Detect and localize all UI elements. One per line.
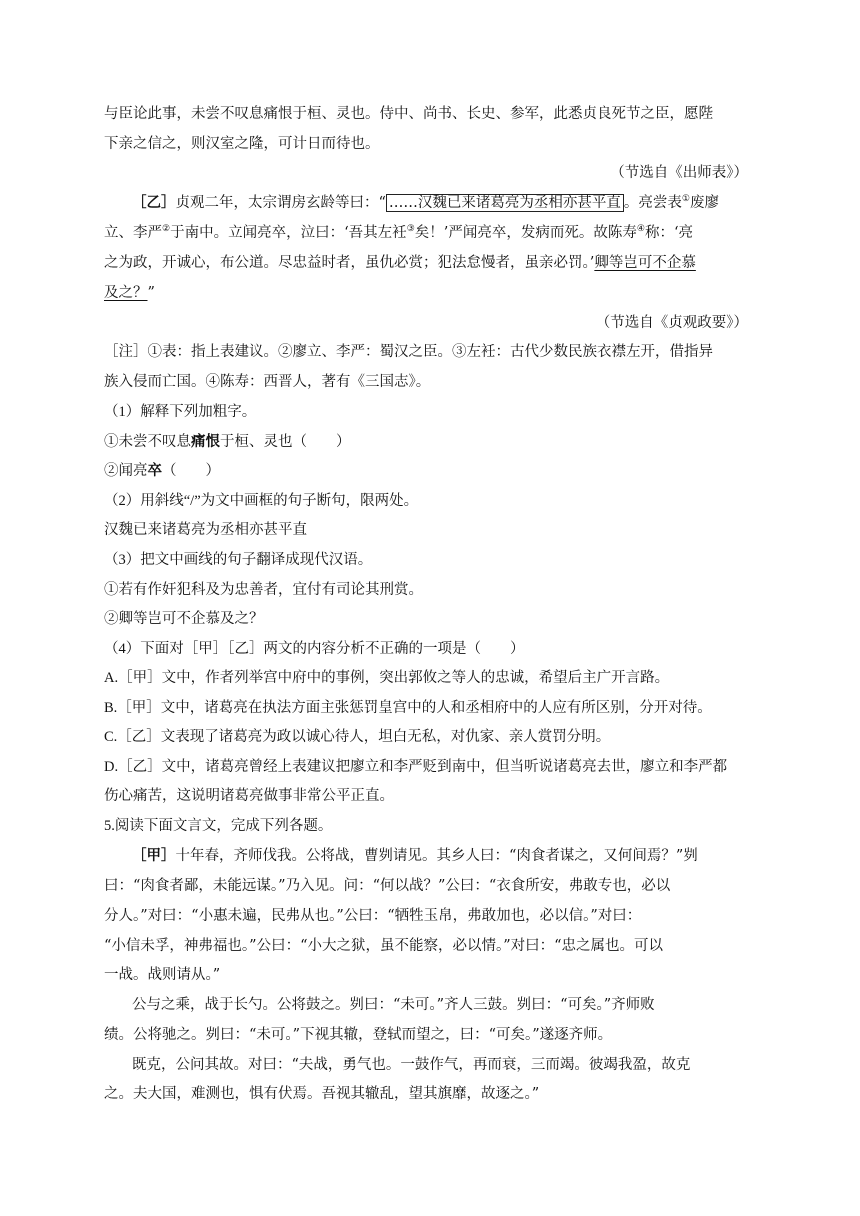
- footnote-marker-3: ③: [406, 224, 415, 234]
- question-text: （ ）: [162, 463, 220, 479]
- footnote-marker-2: ②: [162, 224, 171, 234]
- option-a: A.［甲］文中，作者列举宫中府中的事例，突出郭攸之等人的忠诚，希望后主广开言路。: [104, 670, 670, 686]
- question-4: （4）下面对［甲］［乙］两文的内容分析不正确的一项是（ ）: [104, 641, 525, 657]
- q5-para-1-line-4: “小信未孚，神弗福也。”公曰：“小大之狱，虽不能察，必以情。”对曰：“忠之属也。可以: [104, 938, 664, 954]
- bold-word: 痛恨: [191, 434, 220, 450]
- question-3: （3）把文中画线的句子翻译成现代汉语。: [104, 552, 373, 568]
- underlined-sentence-part-1: 卿等岂可不企慕: [594, 255, 696, 271]
- footnote-marker-4: ④: [636, 224, 645, 234]
- passage-a-line-1: 与臣论此事，未尝不叹息痛恨于桓、灵也。侍中、尚书、长史、参军，此悉贞良死节之臣，愿陛: [104, 106, 713, 122]
- q5-para-1-line-5: 一战。战则请从。”: [104, 967, 221, 983]
- passage-b-text: 立、李严: [104, 225, 162, 241]
- passage-b-text: 之为政，开诚心，布公道。尽忠益时者，虽仇必赏；犯法怠慢者，虽亲必罚。’: [104, 255, 595, 271]
- question-text: ②闻亮: [104, 463, 148, 479]
- passage-b-text: 矣！’严闻亮卒，发病而死。故陈寿: [414, 225, 637, 241]
- q5-para-2-line-2: 绩。公将驰之。刿曰：“未可。”下视其辙，登轼而望之，曰：“可矣。”遂逐齐师。: [104, 1027, 613, 1043]
- q5-para-3-line-2: 之。夫大国，难测也，惧有伏焉。吾视其辙乱，望其旗靡，故逐之。”: [104, 1086, 540, 1102]
- q5-para-1-line-1: [132, 846, 792, 866]
- question-3-item-b: ②卿等岂可不企慕及之？: [104, 611, 264, 627]
- passage-b-line-2: [104, 223, 764, 243]
- option-d-line-1: D.［乙］文中，诸葛亮曾经上表建议把廖立和李严贬到南中，但当听说诸葛亮去世，廖立和李严都: [104, 759, 728, 775]
- option-b: B.［甲］文中，诸葛亮在执法方面主张惩罚皇宫中的人和丞相府中的人应有所区别，分开对待。: [104, 700, 712, 716]
- passage-b-line1-end: 废廖: [690, 195, 719, 211]
- passage-b-text: 称：‘亮: [644, 225, 694, 241]
- notes-line-2: 族入侵而亡国。④陈寿：西晋人，著有《三国志》。: [104, 374, 431, 390]
- underlined-sentence-part-2: 及之？: [104, 285, 148, 301]
- passage-b-label: ［乙］: [132, 194, 176, 211]
- passage-b-line-3: [104, 253, 764, 273]
- passage-a-line-2: 下亲之信之，则汉室之隆，可计日而待也。: [104, 136, 380, 152]
- question-5-heading: 5.阅读下面文言文，完成下列各题。: [104, 818, 333, 834]
- passage-b-text: ”: [147, 285, 155, 301]
- bold-word: 卒: [147, 463, 162, 479]
- option-c: C.［乙］文表现了诸葛亮为政以诚心待人，坦白无私，对仇家、亲人赏罚分明。: [104, 729, 611, 745]
- passage-b-line-4: [104, 283, 764, 303]
- notes-line-1: ［注］①表：指上表建议。②廖立、李严：蜀汉之臣。③左衽：古代少数民族衣襟左开，借指异: [104, 344, 713, 360]
- q5-para-3-line-1: 既克，公问其故。对曰：“夫战，勇气也。一鼓作气，再而衰，三而竭。彼竭我盈，故克: [132, 1057, 691, 1073]
- question-1-item-b: [104, 461, 764, 481]
- passage-a-source: （节选自《出师表》）: [610, 165, 748, 181]
- q5-para-2-line-1: 公与之乘，战于长勺。公将鼓之。刿曰：“未可。”齐人三鼓。刿曰：“可矣。”齐师败: [132, 997, 655, 1013]
- question-3-item-a: ①若有作奸犯科及为忠善者，宜付有司论其刑赏。: [104, 582, 423, 598]
- passage-b-line-1: [132, 193, 792, 213]
- passage-b-text: 于南中。立闻亮卒，泣曰：‘吾其左衽: [170, 225, 407, 241]
- passage-jia-label: ［甲］: [132, 847, 176, 864]
- q5-para-1-line-2: 曰：“肉食者鄙，未能远谋。”乃入见。问：“何以战？”公曰：“衣食所安，弗敢专也，必以: [104, 878, 671, 894]
- question-2: （2）用斜线“/”为文中画框的句子断句，限两处。: [104, 493, 419, 509]
- passage-text: 十年春，齐师伐我。公将战，曹刿请见。其乡人曰：“肉食者谋之，又何间焉？”刿: [175, 848, 698, 864]
- q5-para-1-line-3: 分人。”对曰：“小惠未遍，民弗从也。”公曰：“牺牲玉帛，弗敢加也，必以信。”对曰：: [104, 908, 642, 924]
- passage-b-after-box: 。亮尝表: [623, 195, 682, 211]
- footnote-marker-1: ①: [681, 194, 690, 204]
- passage-b-source: （节选自《贞观政要》）: [595, 315, 748, 331]
- question-text: ①未尝不叹息: [104, 434, 191, 450]
- question-1: （1）解释下列加粗字。: [104, 404, 257, 420]
- question-text: 于桓、灵也（ ）: [220, 434, 351, 450]
- passage-b-intro: 贞观二年，太宗谓房玄龄等曰：“: [175, 195, 386, 211]
- boxed-sentence: ……汉魏已来诸葛亮为丞相亦甚平直: [386, 194, 624, 212]
- question-2-text: 汉魏已来诸葛亮为丞相亦甚平直: [104, 522, 307, 538]
- option-d-line-2: 伤心痛苦，这说明诸葛亮做事非常公平正直。: [104, 788, 394, 804]
- question-1-item-a: [104, 432, 764, 452]
